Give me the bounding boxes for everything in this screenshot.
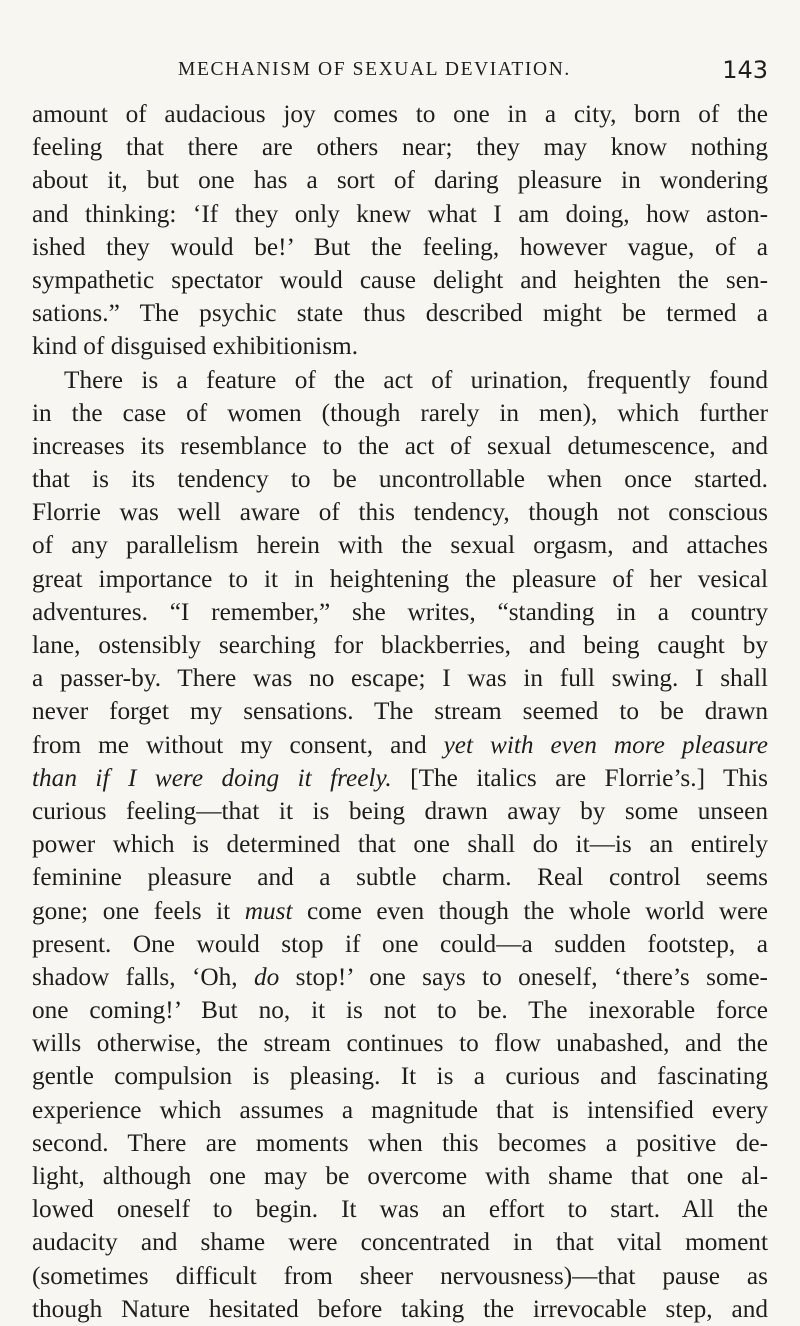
text-segment: of any parallelism herein with the sexual orgasm, and attaches (32, 531, 768, 560)
text-line (32, 463, 768, 496)
text-line (32, 795, 768, 828)
text-line (32, 1127, 768, 1160)
text-segment: Florrie was well aware of this tendency, though not conscious (32, 498, 768, 527)
text-segment: feminine pleasure and a subtle charm. Real control seems (32, 863, 768, 892)
page-number: 143 (722, 56, 768, 84)
text-line (32, 895, 768, 928)
italic-text: do (254, 962, 280, 991)
text-line (32, 1060, 768, 1093)
italic-text: than if I were doing it freely. (32, 763, 392, 792)
text-segment: There is a feature of the act of urination, frequently found (64, 365, 768, 394)
text-segment: ished they would be!’ But the feeling, however vague, of a (32, 232, 768, 261)
text-segment: experience which assumes a magnitude that is intensified every (32, 1095, 768, 1124)
text-segment: power which is determined that one shall do it—is an entirely (32, 830, 768, 859)
text-line (32, 596, 768, 629)
text-line (32, 529, 768, 562)
text-segment: though Nature hesitated before taking the irrevocable step, and (32, 1294, 768, 1323)
text-segment: a passer-by. There was no escape; I was in full swing. I shall (32, 664, 768, 693)
text-segment: gentle compulsion is pleasing. It is a curious and fascinating (32, 1062, 768, 1091)
text-segment: stop!’ one says to oneself, ‘there’s some- (279, 962, 768, 991)
text-segment: light, although one may be overcome with shame that one al- (32, 1162, 768, 1190)
text-line (32, 231, 768, 264)
text-segment: feeling that there are others near; they may know nothing (32, 133, 768, 162)
text-segment: lane, ostensibly searching for blackberries, and being caught by (32, 631, 768, 659)
text-line (32, 364, 768, 397)
italic-text: must (244, 896, 293, 925)
text-segment: in the case of women (though rarely in men), which further (32, 398, 768, 427)
text-segment: amount of audacious joy comes to one in a city, born of the (32, 100, 768, 128)
text-segment: second. There are moments when this becomes a positive de- (32, 1128, 768, 1157)
text-segment: (sometimes difficult from sheer nervousness)—that pause as (32, 1261, 768, 1290)
italic-text: yet with even more pleasure (443, 730, 769, 759)
text-segment: present. One would stop if one could—a sudden footstep, a (32, 929, 768, 958)
text-segment: curious feeling—that it is being drawn away by some unseen (32, 796, 768, 825)
text-line (32, 662, 768, 695)
text-line (32, 629, 768, 662)
text-segment: great importance to it in heightening the pleasure of her vesical (32, 564, 768, 593)
text-line (32, 330, 768, 363)
text-segment: one coming!’ But no, it is not to be. The inexorable force (32, 996, 768, 1025)
text-segment: and thinking: ‘If they only knew what I am doing, how aston- (32, 199, 768, 228)
text-line (32, 1160, 768, 1193)
text-segment: never forget my sensations. The stream seemed to be drawn (32, 697, 768, 726)
text-segment: gone; one feels it (32, 896, 245, 925)
text-line (32, 198, 768, 231)
text-line (32, 264, 768, 297)
text-segment: increases its resemblance to the act of sexual detumescence, and (32, 431, 768, 460)
text-segment: audacity and shame were concentrated in that vital moment (32, 1228, 768, 1257)
text-line (32, 563, 768, 596)
text-segment: sations.” The psychic state thus described might be termed a (32, 299, 768, 328)
text-segment: wills otherwise, the stream continues to flow unabashed, and the (32, 1029, 768, 1058)
text-line (32, 1226, 768, 1259)
text-line (32, 1094, 768, 1127)
text-line (32, 1193, 768, 1226)
text-line (32, 762, 768, 795)
running-title: MECHANISM OF SEXUAL DEVIATION. (178, 59, 571, 80)
text-line (32, 828, 768, 861)
text-segment: come even though the whole world were (292, 896, 768, 925)
text-line (32, 98, 768, 131)
text-segment: [The italics are Florrie’s.] This (391, 763, 769, 792)
text-segment: shadow falls, ‘Oh, (32, 962, 254, 991)
text-line (32, 1260, 768, 1293)
text-segment: from me without my consent, and (32, 730, 444, 759)
body-text (32, 98, 768, 1326)
running-head (178, 56, 768, 86)
text-segment: kind of disguised exhibitionism. (32, 332, 359, 361)
text-line (32, 729, 768, 762)
text-segment: about it, but one has a sort of daring pleasure in wondering (32, 166, 768, 195)
text-line (32, 994, 768, 1027)
text-segment: that is its tendency to be uncontrollable when once started. (32, 465, 768, 494)
text-segment: adventures. “I remember,” she writes, “standing in a country (32, 597, 768, 626)
text-line (32, 496, 768, 529)
text-line (32, 397, 768, 430)
text-line (32, 164, 768, 197)
text-line (32, 1027, 768, 1060)
text-line (32, 861, 768, 894)
text-line (32, 1293, 768, 1326)
text-line (32, 297, 768, 330)
text-line (32, 430, 768, 463)
text-line (32, 961, 768, 994)
text-segment: lowed oneself to begin. It was an effort to start. All the (32, 1195, 768, 1224)
text-line (32, 695, 768, 728)
text-line (32, 928, 768, 961)
text-segment: sympathetic spectator would cause delight and heighten the sen- (32, 265, 768, 294)
text-line (32, 131, 768, 164)
